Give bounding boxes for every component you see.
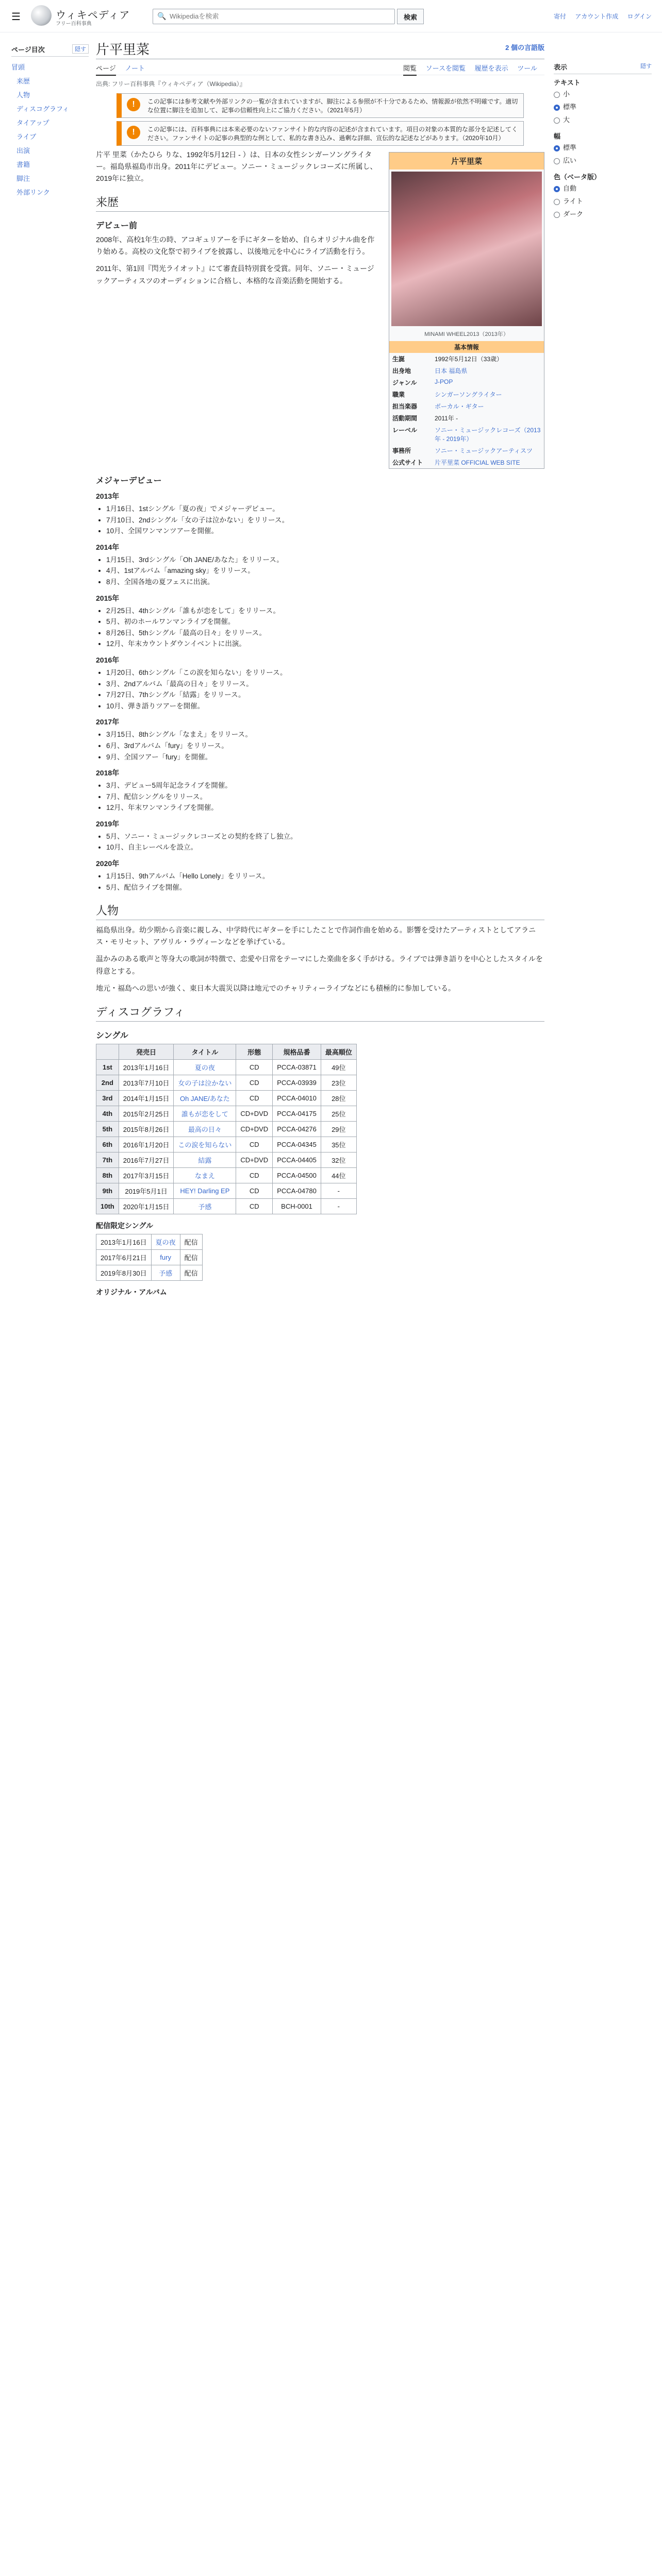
- login-link[interactable]: ログイン: [627, 13, 652, 20]
- warning-icon: !: [127, 98, 140, 111]
- table-cell-note: 配信: [180, 1249, 202, 1265]
- table-row: [96, 1152, 357, 1167]
- personal-tools: [547, 12, 652, 21]
- table-header: 最高順位: [321, 1044, 356, 1059]
- list-item: • 1月16日、1stシングル「夏の夜」でメジャーデビュー。: [106, 503, 544, 515]
- table-cell-type: CD: [236, 1167, 273, 1183]
- radio-selected-icon[interactable]: [554, 186, 560, 192]
- table-cell-date: 2017年3月15日: [119, 1167, 174, 1183]
- table-cell-title[interactable]: 女の子は泣かない: [174, 1075, 236, 1090]
- search-input[interactable]: [169, 12, 387, 21]
- list-item: • 10月、弾き語りツアーを開催。: [106, 701, 544, 712]
- subsection-heading: シングル: [96, 1031, 128, 1040]
- search-icon: 🔍: [157, 12, 167, 20]
- table-cell-title[interactable]: なまえ: [174, 1167, 236, 1183]
- appearance-title: 表示: [554, 63, 568, 71]
- page-title: 片平里菜: [96, 42, 150, 57]
- infobox-label: 職業: [392, 391, 405, 398]
- table-cell-code: PCCA-03939: [273, 1075, 321, 1090]
- infobox-value[interactable]: 片平里菜 OFFICIAL WEB SITE: [435, 459, 520, 466]
- table-cell-rank: 32位: [321, 1152, 356, 1167]
- table-cell-date: 2016年1月20日: [119, 1137, 174, 1152]
- table-cell-code: PCCA-04500: [273, 1167, 321, 1183]
- table-cell-rank: 44位: [321, 1167, 356, 1183]
- table-cell-type: CD+DVD: [236, 1121, 273, 1137]
- color-label: 色（ベータ版）: [554, 173, 601, 181]
- table-cell-code: PCCA-04276: [273, 1121, 321, 1137]
- paragraph: 地元・福島への思いが強く、東日本大震災以降は地元でのチャリティーライブなどにも積極的に参加している。: [96, 984, 456, 992]
- table-cell-no: 1st: [96, 1059, 119, 1075]
- toc-item[interactable]: 脚注: [16, 175, 30, 182]
- table-cell-rank: 25位: [321, 1106, 356, 1121]
- table-cell-title[interactable]: HEY! Darling EP: [174, 1183, 236, 1198]
- year-heading: 2020年: [96, 859, 120, 868]
- infobox-value: 2011年 -: [435, 415, 458, 422]
- table-cell-title[interactable]: 予感: [174, 1198, 236, 1214]
- table-header: [96, 1044, 119, 1059]
- infobox-label: ジャンル: [392, 379, 417, 386]
- list-item: • 5月、配信ライブを開催。: [106, 882, 544, 893]
- toc-item[interactable]: 出演: [16, 147, 30, 155]
- table-cell-no: 3rd: [96, 1090, 119, 1106]
- table-row: [96, 1183, 357, 1198]
- list-item: • 7月、配信シングルをリリース。: [106, 791, 544, 803]
- table-cell-no: 5th: [96, 1121, 119, 1137]
- year-events: [106, 729, 544, 762]
- table-row: [96, 1265, 203, 1280]
- toc-item[interactable]: 書籍: [16, 161, 30, 168]
- table-cell-no: 4th: [96, 1106, 119, 1121]
- notice-box: [117, 121, 524, 146]
- source-note: 出典: フリー百科事典『ウィキペディア（Wikipedia）』: [96, 80, 246, 88]
- tab-view-source[interactable]: ソースを閲覧: [425, 64, 466, 72]
- text-size-option[interactable]: 標準: [563, 103, 577, 111]
- table-cell-title[interactable]: 夏の夜: [151, 1234, 180, 1249]
- toc-hide-button[interactable]: 隠す: [72, 44, 89, 54]
- artist-photo[interactable]: [391, 172, 542, 326]
- table-cell-date: 2013年1月16日: [119, 1059, 174, 1075]
- year-heading: 2015年: [96, 594, 120, 602]
- photo-caption: MINAMI WHEEL2013（2013年）: [424, 331, 509, 337]
- radio-icon[interactable]: [554, 92, 560, 98]
- table-cell-no: 6th: [96, 1137, 119, 1152]
- table-row: [96, 1137, 357, 1152]
- list-item: • 6月、3rdアルバム「fury」をリリース。: [106, 740, 544, 752]
- list-item: • 5月、初のホールワンマンライブを開催。: [106, 616, 544, 628]
- year-events: [106, 831, 544, 853]
- table-cell-rank: 49位: [321, 1059, 356, 1075]
- table-cell-title[interactable]: 夏の夜: [174, 1059, 236, 1075]
- warning-icon: !: [127, 126, 140, 139]
- list-item: • 10月、自主レーベルを設立。: [106, 842, 544, 853]
- main-menu-icon[interactable]: ☰: [11, 11, 21, 23]
- notice-text: この記事には参考文献や外部リンクの一覧が含まれていますが、脚注による参照が不十分であるため、情報源が依然不明確です。適切な位置に脚注を追加して、記事の信頼性向上にご協力ください。（2021年5月）: [147, 98, 518, 114]
- toc-item[interactable]: 外部リンク: [16, 189, 50, 196]
- table-row: [96, 1198, 357, 1214]
- list-item: • 3月、2ndアルバム「最高の日々」をリリース。: [106, 679, 544, 690]
- toc-item[interactable]: ライブ: [16, 133, 37, 141]
- list-item: • 3月15日、8thシングル「なまえ」をリリース。: [106, 729, 544, 740]
- list-item: • 5月、ソニー・ミュージックレコーズとの契約を終了し独立。: [106, 831, 544, 842]
- list-item: • 10月、全国ワンマンツアーを開催。: [106, 526, 544, 537]
- table-cell-code: PCCA-04010: [273, 1090, 321, 1106]
- infobox-label: 生誕: [392, 355, 405, 363]
- table-cell-note: 配信: [180, 1234, 202, 1249]
- table-cell-date: 2015年8月26日: [119, 1121, 174, 1137]
- table-cell-no: 2nd: [96, 1075, 119, 1090]
- paragraph: 福島県出身。幼少期から音楽に親しみ、中学時代にギターを手にしたことで作詞作曲を始める。影響を受けたアーティストとしてアラニス・モリセット、アヴリル・ラヴィーンなどを挙げている。: [96, 926, 536, 946]
- table-row: [96, 1106, 357, 1121]
- table-row: [96, 1234, 203, 1249]
- infobox-section: 基本情報: [389, 341, 544, 353]
- table-of-contents: [11, 44, 89, 199]
- infobox-value: 1992年5月12日（33歳）: [435, 355, 503, 363]
- appearance-panel: [554, 57, 652, 220]
- table-cell-date: 2013年7月10日: [119, 1075, 174, 1090]
- subsection-heading: 配信限定シングル: [96, 1221, 153, 1230]
- language-button[interactable]: 2 個の言語版: [505, 44, 544, 52]
- list-item: • 7月27日、7thシングル「結露」をリリース。: [106, 689, 544, 701]
- site-name[interactable]: ウィキペディア: [56, 10, 130, 21]
- table-cell-type: CD: [236, 1183, 273, 1198]
- toc-title: ページ目次: [11, 46, 45, 54]
- list-item: • 1月15日、9thアルバム「Hello Lonely」をリリース。: [106, 871, 544, 882]
- list-item: • 12月、年末カウントダウンイベントに出演。: [106, 638, 544, 650]
- list-item: • 12月、年末ワンマンライブを開催。: [106, 802, 544, 814]
- table-cell-date: 2017年6月21日: [96, 1249, 152, 1265]
- year-events: [106, 503, 544, 537]
- infobox-value[interactable]: J-POP: [435, 378, 453, 385]
- table-cell-rank: 28位: [321, 1090, 356, 1106]
- table-cell-code: PCCA-04405: [273, 1152, 321, 1167]
- table-cell-date: 2019年5月1日: [119, 1183, 174, 1198]
- search-box[interactable]: [153, 9, 395, 24]
- table-cell-code: PCCA-04175: [273, 1106, 321, 1121]
- text-size-label: テキスト: [554, 79, 581, 87]
- infobox: [389, 152, 544, 469]
- table-cell-no: 7th: [96, 1152, 119, 1167]
- table-row: [96, 1121, 357, 1137]
- toc-item[interactable]: タイアップ: [16, 119, 49, 127]
- table-row: [96, 1075, 357, 1090]
- table-cell-type: CD+DVD: [236, 1106, 273, 1121]
- appearance-hide-button[interactable]: 隠す: [640, 63, 652, 70]
- tab-read[interactable]: 閲覧: [403, 64, 417, 76]
- toc-item[interactable]: ディスコグラフィ: [16, 105, 69, 113]
- table-cell-date: 2015年2月25日: [119, 1106, 174, 1121]
- notice-text: この記事には、百科事典には本来必要のないファンサイト的な内容の記述が含まれています。項目の対象の本質的な部分を記述してください。ファンサイトの記事の典型的な例として、私的な書き込み、過剰な詳細、宣伝的な記述などがあります。（2020年10月）: [147, 126, 518, 142]
- main-content: [96, 36, 544, 1299]
- year-events: [106, 605, 544, 650]
- infobox-value[interactable]: 日本 福島県: [435, 367, 468, 375]
- infobox-label: 出身地: [392, 367, 411, 375]
- table-cell-note: 配信: [180, 1265, 202, 1280]
- infobox-label: 事務所: [392, 447, 411, 454]
- table-cell-title[interactable]: 最高の日々: [174, 1121, 236, 1137]
- infobox-value[interactable]: ソニー・ミュージックアーティスツ: [435, 447, 533, 454]
- list-item: • 2月25日、4thシングル「誰もが恋をして」をリリース。: [106, 605, 544, 617]
- table-cell-date: 2013年1月16日: [96, 1234, 152, 1249]
- radio-icon[interactable]: [554, 117, 560, 124]
- radio-icon[interactable]: [554, 199, 560, 205]
- table-cell-type: CD: [236, 1137, 273, 1152]
- table-cell-type: CD: [236, 1090, 273, 1106]
- search-button[interactable]: 検索: [397, 9, 424, 24]
- list-item: • 7月10日、2ndシングル「女の子は泣かない」をリリース。: [106, 515, 544, 526]
- lead-paragraph: 片平 里菜（かたひら りな、1992年5月12日 - ）は、日本の女性シンガーソングライター。福島県福島市出身。2011年にデビュー。ソニー・ミュージックレコーズに所属し、2019年に独立。: [96, 150, 377, 183]
- table-cell-type: CD+DVD: [236, 1152, 273, 1167]
- table-cell-rank: 35位: [321, 1137, 356, 1152]
- table-cell-title[interactable]: fury: [151, 1249, 180, 1265]
- list-item: • 1月15日、3rdシングル「Oh JANE/あなた」をリリース。: [106, 554, 544, 566]
- paragraph: 2008年、高校1年生の時、アコギュリアーを手にギターを始め、自らオリジナル曲を作り始める。高校の文化祭で初ライブを披露し、以後地元を中心にライブ活動を行う。: [96, 235, 375, 256]
- table-cell-date: 2020年1月15日: [119, 1198, 174, 1214]
- table-cell-rank: -: [321, 1198, 356, 1214]
- page-tabs: [96, 59, 544, 75]
- tab-talk[interactable]: ノート: [125, 64, 145, 72]
- table-header: 形態: [236, 1044, 273, 1059]
- toc-item[interactable]: 来歴: [16, 77, 30, 85]
- list-item: • 8月26日、5thシングル「最高の日々」をリリース。: [106, 628, 544, 639]
- singles-table: [96, 1044, 357, 1214]
- toc-item[interactable]: 冒頭: [11, 63, 25, 71]
- infobox-title: 片平里菜: [389, 152, 544, 170]
- year-heading: 2019年: [96, 819, 120, 828]
- paragraph: 2011年、第1回『閃光ライオット』にて審査員特別賞を受賞。同年、ソニー・ミュージックアーティスツのオーディションに合格し、本格的な音楽活動を開始する。: [96, 264, 374, 285]
- infobox-label: レーベル: [392, 427, 418, 434]
- radio-selected-icon[interactable]: [554, 105, 560, 111]
- infobox-value[interactable]: シンガーソングライター: [435, 391, 502, 398]
- table-cell-date: 2019年8月30日: [96, 1265, 152, 1280]
- table-cell-type: CD: [236, 1059, 273, 1075]
- site-header: [0, 0, 662, 32]
- year-events: [106, 554, 544, 588]
- infobox-label: 活動期間: [392, 415, 418, 422]
- table-cell-type: CD: [236, 1198, 273, 1214]
- radio-icon[interactable]: [554, 158, 560, 164]
- table-cell-no: 8th: [96, 1167, 119, 1183]
- color-option[interactable]: ライト: [563, 197, 583, 205]
- infobox-label: 担当楽器: [392, 403, 418, 410]
- table-cell-code: PCCA-04345: [273, 1137, 321, 1152]
- table-row: [96, 1059, 357, 1075]
- width-option[interactable]: 広い: [563, 157, 577, 164]
- table-cell-rank: -: [321, 1183, 356, 1198]
- year-heading: 2017年: [96, 718, 120, 726]
- infobox-value[interactable]: ボーカル・ギター: [435, 403, 484, 410]
- table-cell-type: CD: [236, 1075, 273, 1090]
- table-cell-code: BCH-0001: [273, 1198, 321, 1214]
- subsection-heading: オリジナル・アルバム: [96, 1287, 167, 1296]
- year-heading: 2016年: [96, 655, 120, 664]
- year-heading: 2013年: [96, 492, 120, 500]
- width-option[interactable]: 標準: [563, 144, 577, 151]
- table-cell-date: 2016年7月27日: [119, 1152, 174, 1167]
- table-cell-date: 2014年1月15日: [119, 1090, 174, 1106]
- tab-tools[interactable]: ツール: [517, 64, 537, 72]
- table-row: [96, 1090, 357, 1106]
- text-size-option[interactable]: 大: [563, 116, 570, 124]
- list-item: • 3月、デビュー5周年記念ライブを開催。: [106, 780, 544, 791]
- table-header: タイトル: [174, 1044, 236, 1059]
- table-cell-title[interactable]: 予感: [151, 1265, 180, 1280]
- table-cell-title[interactable]: 結露: [174, 1152, 236, 1167]
- text-size-option[interactable]: 小: [563, 90, 570, 98]
- subsection-heading: メジャーデビュー: [96, 477, 162, 485]
- table-header: 規格品番: [273, 1044, 321, 1059]
- table-cell-no: 9th: [96, 1183, 119, 1198]
- table-cell-title[interactable]: この涙を知らない: [174, 1137, 236, 1152]
- donate-link[interactable]: 寄付: [554, 13, 567, 20]
- table-cell-rank: 29位: [321, 1121, 356, 1137]
- table-cell-no: 10th: [96, 1198, 119, 1214]
- year-events: [106, 871, 544, 893]
- table-header: 発売日: [119, 1044, 174, 1059]
- table-row: [96, 1167, 357, 1183]
- subsection-heading: デビュー前: [96, 222, 138, 231]
- year-events: [106, 780, 544, 814]
- year-events: [106, 667, 544, 711]
- create-account-link[interactable]: アカウント作成: [575, 13, 619, 20]
- list-item: • 4月、1stアルバム「amazing sky」をリリース。: [106, 565, 544, 577]
- list-item: • 1月20日、6thシングル「この涙を知らない」をリリース。: [106, 667, 544, 679]
- year-heading: 2018年: [96, 769, 120, 777]
- toc-item[interactable]: 人物: [16, 91, 30, 99]
- section-heading-career: 来歴: [96, 194, 544, 212]
- list-item: • 9月、全国ツアー「fury」を開催。: [106, 752, 544, 763]
- section-heading-discography: ディスコグラフィ: [96, 1004, 544, 1022]
- year-heading: 2014年: [96, 543, 120, 551]
- table-cell-code: PCCA-03871: [273, 1059, 321, 1075]
- paragraph: 温かみのある歌声と等身大の歌詞が特徴で、恋愛や日常をテーマにした楽曲を多く手がける。ライブでは弾き語りを中心としたスタイルを得意とする。: [96, 955, 543, 975]
- color-option[interactable]: ダーク: [563, 210, 584, 218]
- section-heading-person: 人物: [96, 902, 544, 920]
- infobox-label: 公式サイト: [392, 459, 423, 466]
- notice-box: [117, 93, 524, 118]
- color-option[interactable]: 自動: [563, 184, 577, 192]
- radio-selected-icon[interactable]: [554, 145, 560, 151]
- table-row: [96, 1249, 203, 1265]
- table-cell-code: PCCA-04780: [273, 1183, 321, 1198]
- digital-singles-table: [96, 1234, 203, 1281]
- tab-history[interactable]: 履歴を表示: [474, 64, 508, 72]
- tab-page[interactable]: ページ: [96, 64, 116, 76]
- table-cell-title[interactable]: Oh JANE/あなた: [174, 1090, 236, 1106]
- table-cell-rank: 23位: [321, 1075, 356, 1090]
- width-label: 幅: [554, 132, 561, 140]
- list-item: • 8月、全国各地の夏フェスに出演。: [106, 577, 544, 588]
- radio-icon[interactable]: [554, 212, 560, 218]
- wikipedia-logo[interactable]: [31, 5, 52, 26]
- year-list: [96, 491, 544, 893]
- table-cell-title[interactable]: 誰もが恋をして: [174, 1106, 236, 1121]
- infobox-value[interactable]: ソニー・ミュージックレコーズ（2013年 - 2019年）: [435, 427, 541, 443]
- site-tagline: フリー百科事典: [56, 21, 92, 27]
